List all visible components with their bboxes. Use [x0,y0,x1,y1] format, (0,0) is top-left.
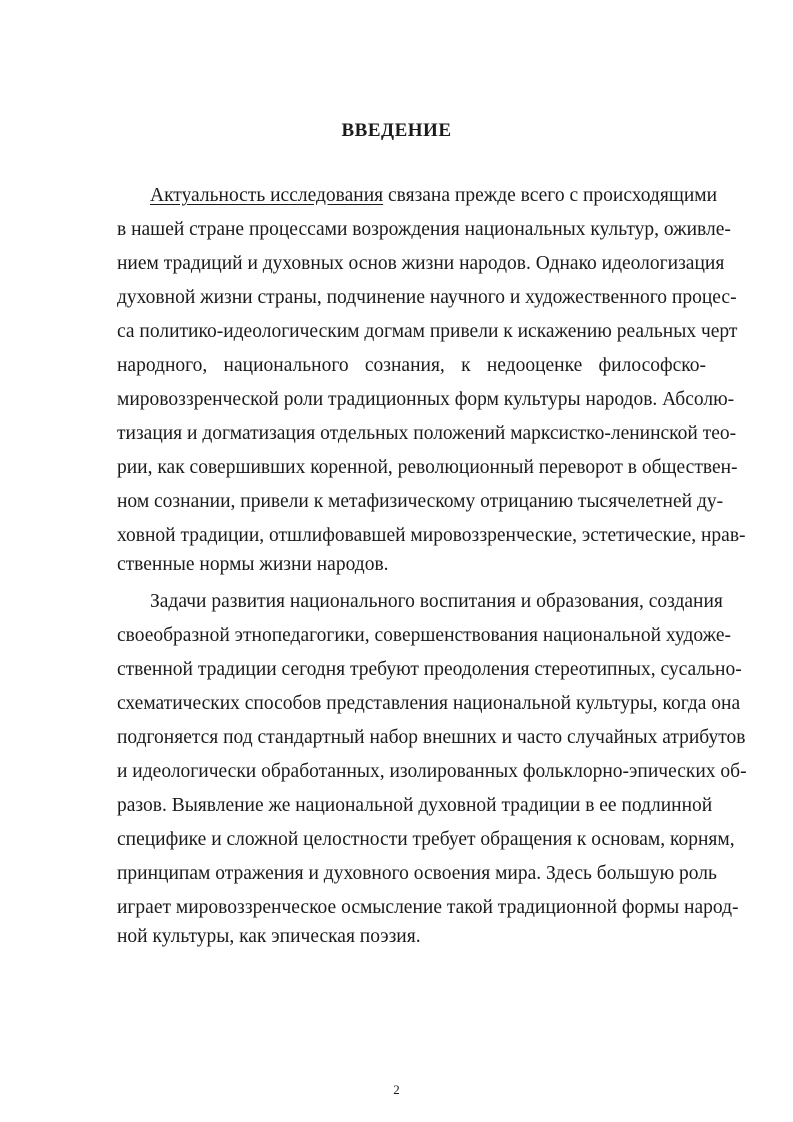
paragraph-line: схематических способов представления национальной культуры, когда она [117,693,741,714]
paragraph-line: ховной традиции, отшлифовавшей мировоззренческие, эстетические, нрав- [117,525,746,546]
paragraph-line: разов. Выявление же национальной духовной традиции в ее подлинной [117,795,713,816]
paragraph-line: играет мировоззренческое осмысление такой традиционной формы народ- [117,897,739,918]
paragraph-line: в нашей стране процессами возрождения национальных культур, оживле- [117,219,731,240]
paragraph-line: мировоззренческой роли традиционных форм культуры народов. Абсолю- [117,389,735,410]
paragraph-line: народного, национального сознания, к недооценке философско- [117,355,706,376]
line-rest: связана прежде всего с происходящими [383,185,718,206]
paragraph-line: ственные нормы жизни народов. [117,554,389,575]
paragraph-line: ном сознании, привели к метафизическому отрицанию тысячелетней ду- [117,491,724,512]
paragraph-line [150,184,718,208]
paragraph-line: ной культуры, как эпическая поэзия. [117,926,421,947]
paragraph-line: подгоняется под стандартный набор внешних и часто случайных атрибутов [117,727,746,748]
paragraph-line: и идеологически обработанных, изолированных фольклорно-эпических об- [117,761,747,782]
paragraph-line: тизация и догматизация отдельных положений марксистко-ленинской тео- [117,423,737,444]
paragraph-line: рии, как совершивших коренной, революционный переворот в обществен- [117,457,738,478]
paragraph-line: са политико-идеологическим догмам привели к искажению реальных черт [117,321,738,342]
paragraph-line: нием традиций и духовных основ жизни народов. Однако идеологизация [117,253,725,274]
paragraph-line: Задачи развития национального воспитания и образования, создания [150,591,723,612]
paragraph-line: своеобразной этнопедагогики, совершенствования национальной художе- [117,625,731,646]
paragraph-line: принципам отражения и духовного освоения мира. Здесь большую роль [117,863,717,884]
paragraph-line: ственной традиции сегодня требуют преодоления стереотипных, сусально- [117,659,742,680]
page-number: 2 [393,1082,400,1097]
paragraph-line: духовной жизни страны, подчинение научного и художественного процес- [117,287,737,308]
paragraph-line: специфике и сложной целостности требует обращения к основам, корням, [117,829,735,850]
underlined-phrase: Актуальность исследования [150,185,384,206]
page-title: ВВЕДЕНИЕ [341,120,452,141]
